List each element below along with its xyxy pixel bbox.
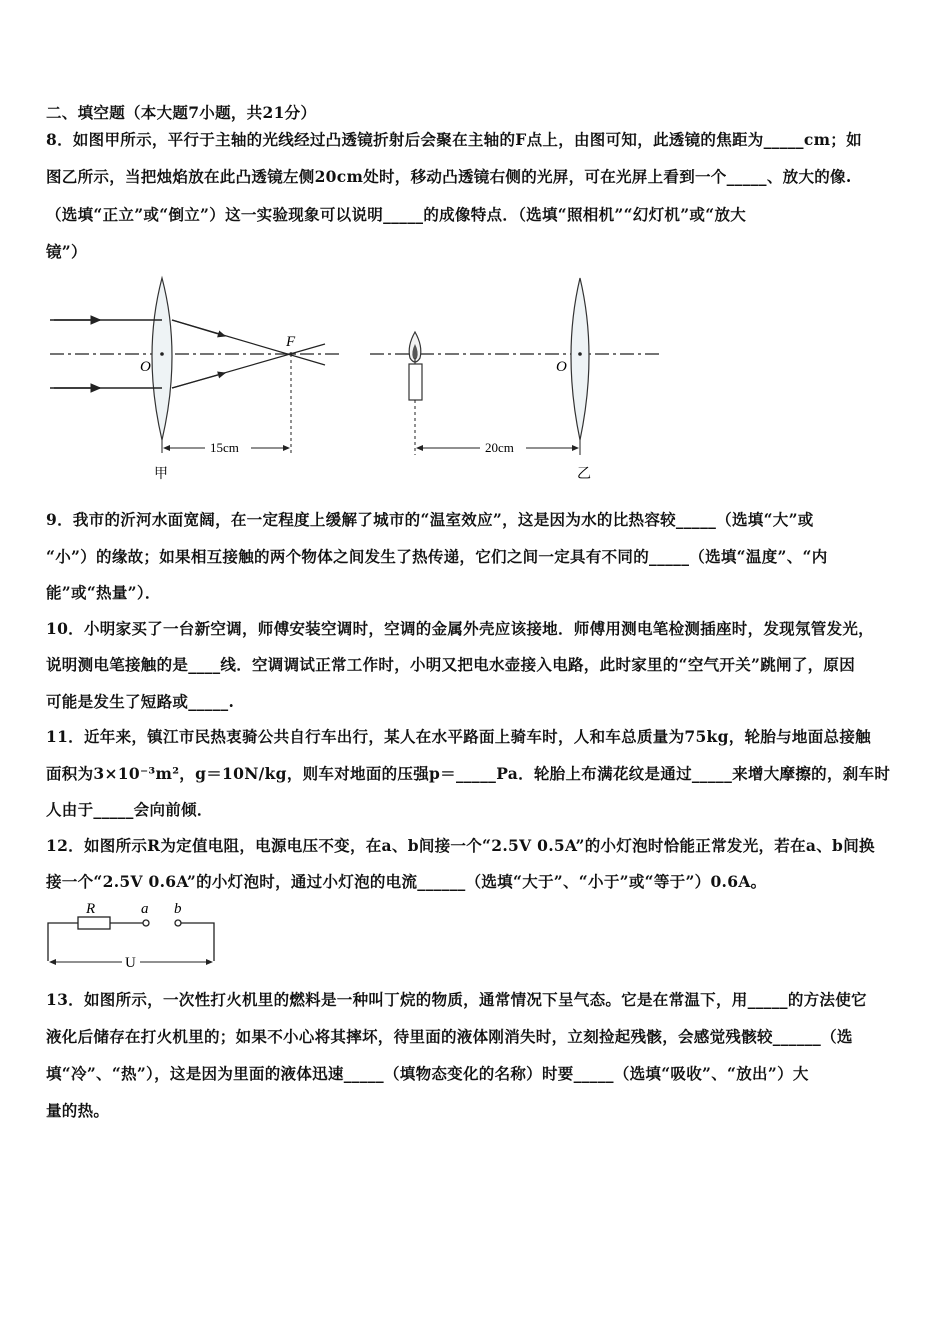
label-F: F: [286, 334, 296, 350]
q11-line-3: 人由于_____会向前倾．: [46, 800, 213, 819]
convex-lens-figure-jia: [40, 270, 350, 485]
q8-line-1: 8．如图甲所示，平行于主轴的光线经过凸透镜折射后会聚在主轴的F点上，由图可知，此透镜的焦距为_____cm；如: [46, 130, 862, 149]
convex-lens: [571, 278, 589, 440]
q13-line-4: 量的热。: [46, 1101, 110, 1120]
section-header: 二、填空题（本大题7小题，共21分）: [46, 103, 317, 122]
q11-line-2: 面积为3×10⁻³m²，g＝10N/kg，则车对地面的压强p＝_____Pa．轮胎上布满花纹是通过_____来增大摩擦的，刹车时: [46, 764, 891, 783]
candle-icon: [409, 332, 422, 400]
q11-line-1: 11．近年来，镇江市民热衷骑公共自行车出行，某人在水平路面上骑车时，人和车总质量为75kg，轮胎与地面总接触: [46, 727, 871, 746]
q12-line-2: 接一个“2.5V 0.6A”的小灯泡时，通过小灯泡的电流______（选填“大于”、“小于”或“等于”）0.6A。: [46, 872, 767, 891]
caption-jia: 甲: [154, 467, 168, 482]
resistor-R: [78, 917, 110, 929]
label-R: R: [86, 901, 96, 917]
q10-line-1: 10．小明家买了一台新空调，师傅安装空调时，空调的金属外壳应该接地．师傅用测电笔检测插座时，发现氖管发光，: [46, 619, 874, 638]
caption-yi: 乙: [577, 467, 591, 482]
label-a: a: [141, 901, 149, 917]
terminal-b: [175, 920, 181, 926]
candle-lens-figure-yi: [365, 270, 670, 485]
convex-lens: [152, 278, 172, 440]
q10-line-3: 可能是发生了短路或_____.: [46, 692, 235, 711]
q10-line-2: 说明测电笔接触的是____线．空调调试正常工作时，小明又把电水壶接入电路，此时家里的“空气开关”跳闸了，原因: [46, 655, 856, 674]
dimension-20cm: 20cm: [485, 440, 514, 455]
q13-line-2: 液化后储存在打火机里的；如果不小心将其摔坏，待里面的液体刚消失时，立刻捡起残骸，会感觉残骸较______（选: [46, 1027, 853, 1046]
terminal-a: [143, 920, 149, 926]
q9-line-1: 9．我市的沂河水面宽阔，在一定程度上缓解了城市的“温室效应”，这是因为水的比热容较_____（选填“大”或: [46, 510, 814, 529]
q12-line-1: 12．如图所示R为定值电阻，电源电压不变，在a、b间接一个“2.5V 0.5A”的小灯泡时恰能正常发光，若在a、b间换: [46, 836, 875, 855]
q13-line-1: 13．如图所示，一次性打火机里的燃料是一种叫丁烷的物质，通常情况下呈气态。它是在常温下，用_____的方法使它: [46, 990, 867, 1009]
q8-line-2: 图乙所示，当把烛焰放在此凸透镜左侧20cm处时，移动凸透镜右侧的光屏，可在光屏上看到一个_____、放大的像.: [46, 167, 852, 186]
q8-line-4: 镜”）: [46, 242, 87, 261]
label-U: U: [125, 955, 136, 971]
q13-line-3: 填“冷”、“热”），这是因为里面的液体迅速_____（填物态变化的名称）时要_____（选填“吸收”、“放出”）大: [46, 1064, 809, 1083]
dimension-15cm: 15cm: [210, 440, 239, 455]
label-b: b: [174, 901, 182, 917]
q9-line-3: 能”或“热量”）．: [46, 583, 161, 602]
label-O: O: [140, 359, 151, 375]
circuit-diagram: [40, 896, 225, 972]
q9-line-2: “小”）的缘故；如果相互接触的两个物体之间发生了热传递，它们之间一定具有不同的_____（选填“温度”、“内: [46, 547, 828, 566]
label-O: O: [556, 359, 567, 375]
q8-line-3: （选填“正立”或“倒立”）这一实验现象可以说明_____的成像特点．（选填“照相机”“幻灯机”或“放大: [46, 205, 747, 224]
